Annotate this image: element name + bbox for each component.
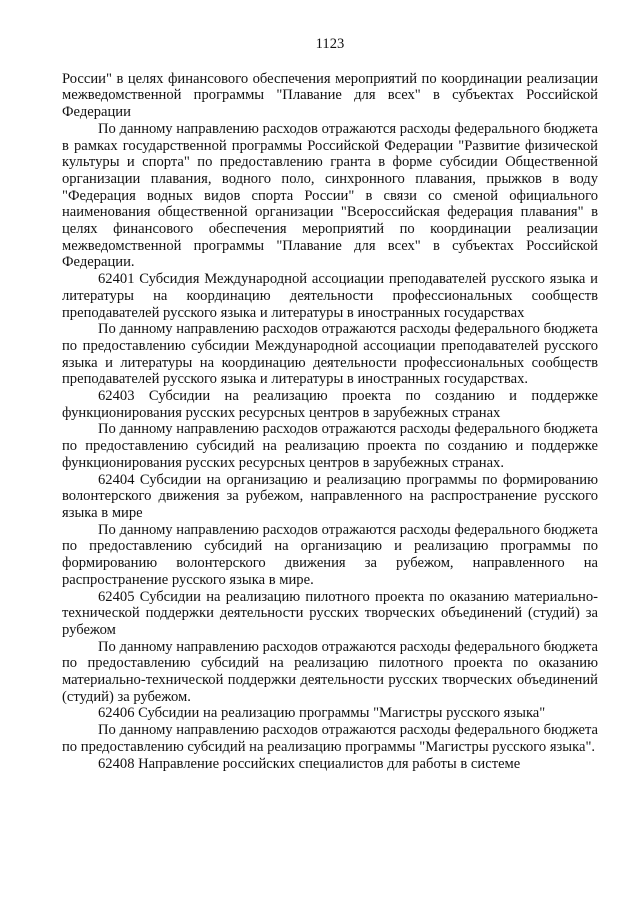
paragraph: 62404 Субсидии на организацию и реализацию программы по формированию волонтерского движения за рубежом, направленного на распространение русского языка в мире (62, 471, 598, 521)
paragraph: 62406 Субсидии на реализацию программы "Магистры русского языка" (98, 705, 546, 722)
document-body (62, 71, 598, 773)
paragraph: 62401 Субсидия Международной ассоциации преподавателей русского языка и литературы на координацию деятельности профессиональных сообществ преподавателей русского языка и литературы в иностранных государствах (62, 271, 598, 321)
paragraph: По данному направлению расходов отражаются расходы федерального бюджета по предоставлению субсидии Международной ассоциации преподавателей русского языка и литературы на координацию деятельности профессиональных сообществ преподавателей русского языка и литературы в иностранных государствах. (62, 321, 598, 388)
paragraph: 62405 Субсидии на реализацию пилотного проекта по оказанию материально-технической поддержки деятельности русских творческих объединений (студий) за рубежом (62, 588, 598, 638)
paragraph: 62403 Субсидии на реализацию проекта по созданию и поддержке функционирования русских ресурсных центров в зарубежных странах (62, 388, 598, 421)
page-number: 1123 (315, 36, 345, 52)
document-page (62, 36, 598, 772)
paragraph: По данному направлению расходов отражаются расходы федерального бюджета по предоставлению субсидий на реализацию программы "Магистры русского языка". (62, 722, 598, 755)
paragraph: По данному направлению расходов отражаются расходы федерального бюджета по предоставлению субсидий на реализацию пилотного проекта по оказанию материально-технической поддержки деятельности русских творческих объединений (студий) за рубежом. (62, 638, 598, 705)
paragraph: По данному направлению расходов отражаются расходы федерального бюджета в рамках государственной программы Российской Федерации "Развитие физической культуры и спорта" по предоставлению гранта в форме субсидии Общественной организации плавания, водного поло, синхронного плавания, прыжков в воду "Федерация водных видов спорта России" в связи со сменой официального наименования общественной организации "Всероссийская федерация плавания" в целях финансового обеспечения мероприятий по координации реализации межведомственной программы "Плавание для всех" в субъектах Российской Федерации. (62, 120, 598, 271)
paragraph: России" в целях финансового обеспечения мероприятий по координации реализации межведомственной программы "Плавание для всех" в субъектах Российской Федерации (62, 70, 598, 121)
paragraph: 62408 Направление российских специалистов для работы в системе (98, 755, 521, 772)
paragraph: По данному направлению расходов отражаются расходы федерального бюджета по предоставлению субсидий на организацию и реализацию программы по формированию волонтерского движения за рубежом, направленного на распространение русского языка в мире. (62, 521, 598, 588)
paragraph: По данному направлению расходов отражаются расходы федерального бюджета по предоставлению субсидий на реализацию проекта по созданию и поддержке функционирования русских ресурсных центров в зарубежных странах. (62, 421, 598, 471)
